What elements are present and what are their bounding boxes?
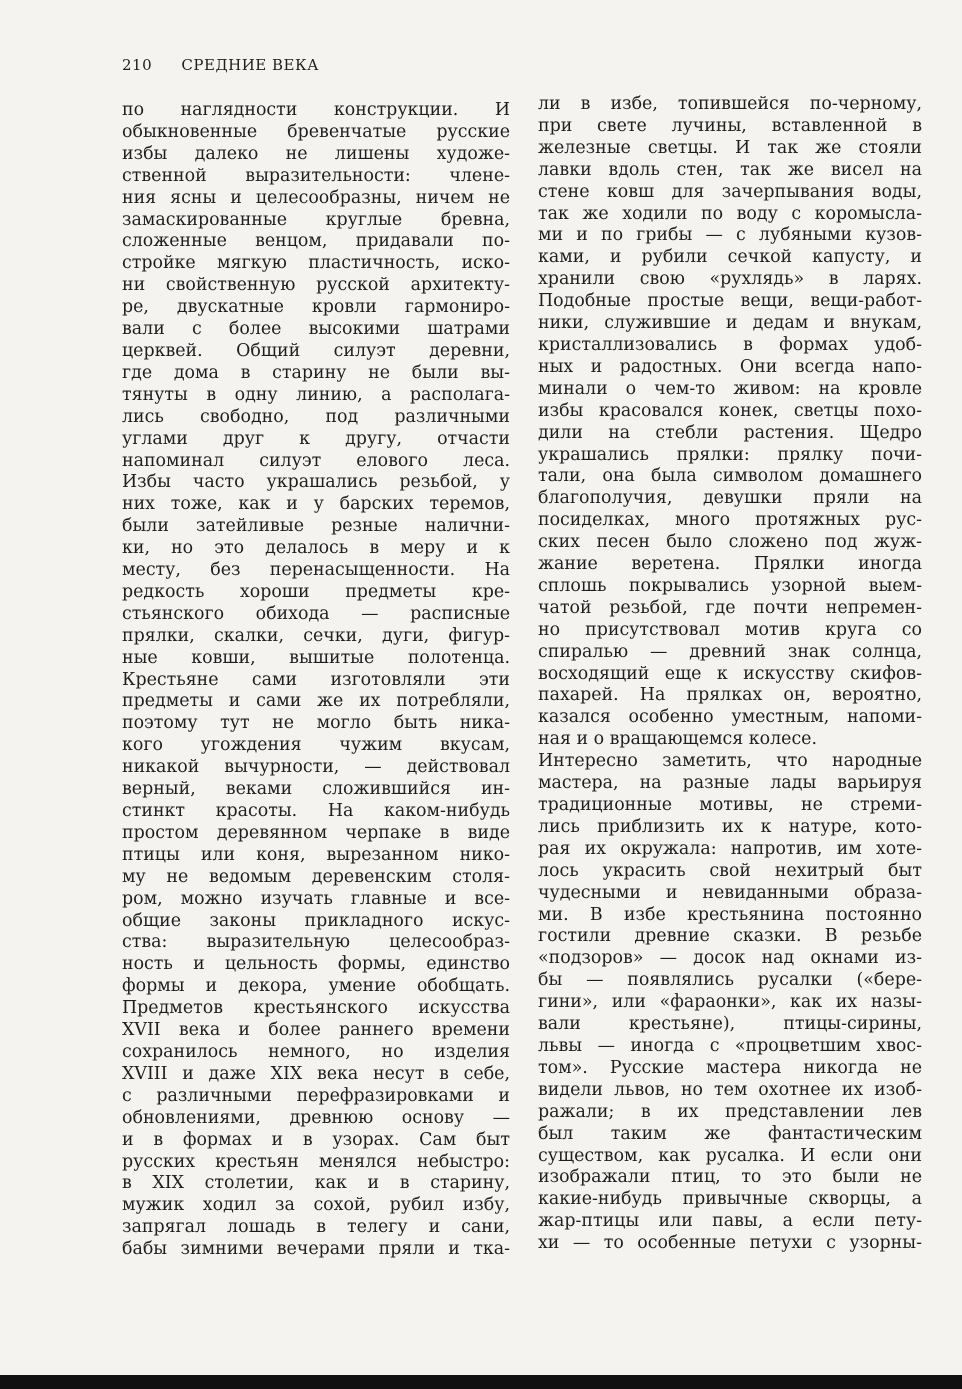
text-line: избы далеко не лишены художе- bbox=[122, 143, 510, 164]
text-line: кого угождения чужим вкусам, bbox=[122, 735, 510, 756]
text-line: ками, и рубили сечкой капусту, и bbox=[538, 247, 922, 268]
text-line: Предметов крестьянского искусства bbox=[122, 998, 510, 1019]
text-line: ских песен было сложено под жуж- bbox=[538, 532, 922, 553]
text-line: по наглядности конструкции. И bbox=[122, 100, 510, 120]
text-line: железные светцы. И так же стояли bbox=[538, 137, 922, 158]
text-line: минали о чем-то живом: на кровле bbox=[538, 378, 922, 399]
text-line: Подобные простые вещи, вещи-работ- bbox=[538, 291, 922, 312]
text-line: прялки, скалки, сечки, дуги, фигур- bbox=[122, 625, 510, 646]
text-line: «подзоров» — досок над окнами из- bbox=[538, 948, 922, 969]
text-line: редкость хороши предметы кре- bbox=[122, 581, 510, 602]
text-line: какие-нибудь привычные скворцы, а bbox=[538, 1189, 922, 1210]
text-line: мужик ходил за сохой, рубил избу, bbox=[122, 1195, 510, 1216]
text-line: ми и по грибы — с лубяными кузов- bbox=[538, 225, 922, 246]
page-number: 210 bbox=[122, 56, 153, 74]
text-line: и в формах и в узорах. Сам быт bbox=[122, 1129, 510, 1150]
text-line: но присутствовал мотив круга со bbox=[538, 619, 922, 640]
text-line: львы — иногда с «процветшим хвос- bbox=[538, 1035, 922, 1056]
text-line: вали крестьяне), птицы-сирины, bbox=[538, 1014, 922, 1035]
text-line: изображали птиц, то это были не bbox=[538, 1167, 922, 1188]
text-line: вали с более высокими шатрами bbox=[122, 319, 510, 340]
text-line: жание веретена. Прялки иногда bbox=[538, 554, 922, 575]
text-line: восходящий еще к искусству скифов- bbox=[538, 663, 922, 684]
text-line: ражали; в их представлении лев bbox=[538, 1101, 922, 1122]
text-line: сплошь покрывались узорной выем- bbox=[538, 575, 922, 596]
text-line: бабы зимними вечерами пряли и тка- bbox=[122, 1239, 510, 1260]
text-line: замаскированные круглые бревна, bbox=[122, 209, 510, 230]
text-line: месту, без перенасыщенности. На bbox=[122, 560, 510, 581]
running-header bbox=[122, 56, 319, 74]
text-line: ная и о вращающемся колесе. bbox=[538, 729, 818, 750]
text-line: запрягал лошадь в телегу и сани, bbox=[122, 1217, 510, 1238]
text-line: был таким же фантастическим bbox=[538, 1123, 922, 1144]
text-line: ром, можно изучать главные и все- bbox=[122, 888, 510, 909]
text-line: ства: выразительную целесообраз- bbox=[122, 932, 510, 953]
text-line: напоминал силуэт елового леса. bbox=[122, 450, 510, 471]
text-line: общие законы прикладного искус- bbox=[122, 910, 510, 931]
text-line: верный, веками сложившийся ин- bbox=[122, 779, 510, 800]
text-line: русских крестьян менялся небыстро: bbox=[122, 1151, 510, 1172]
text-line: ре, двускатные кровли гармониро- bbox=[122, 297, 510, 318]
right-text-column bbox=[538, 94, 922, 1255]
text-line: му не ведомым деревенским столя- bbox=[122, 866, 510, 887]
text-line: обыкновенные бревенчатые русские bbox=[122, 121, 510, 142]
text-line: посиделках, много протяжных рус- bbox=[538, 510, 922, 531]
text-line: церквей. Общий силуэт деревни, bbox=[122, 340, 510, 361]
text-line: гини», или «фараонки», как их назы- bbox=[538, 992, 922, 1013]
text-line: традиционные мотивы, не стреми- bbox=[538, 795, 922, 815]
text-line: в XIX столетии, как и в старину, bbox=[122, 1173, 510, 1194]
text-line: лись свободно, под различными bbox=[122, 406, 510, 427]
text-line: птицы или коня, вырезанном нико- bbox=[122, 844, 510, 865]
text-line: хи — то особенные петухи с узорны- bbox=[538, 1233, 922, 1254]
text-line: стьянского обихода — расписные bbox=[122, 603, 510, 624]
text-line: ки, но это делалось в меру и к bbox=[122, 538, 510, 559]
text-line: с различными перефразировками и bbox=[122, 1085, 510, 1106]
text-line: стройке мягкую пластичность, иско- bbox=[122, 253, 510, 274]
text-line: лось украсить свой нехитрый быт bbox=[538, 860, 922, 881]
text-line: чатой резьбой, где почти непремен- bbox=[538, 597, 922, 618]
text-line: благополучия, девушки пряли на bbox=[538, 488, 922, 509]
text-line: чудесными и невиданными образа- bbox=[538, 882, 922, 903]
text-line: Избы часто украшались резьбой, у bbox=[122, 472, 510, 493]
text-line: избы красовался конек, светцы похо- bbox=[538, 400, 922, 421]
text-line: простом деревянном черпаке в виде bbox=[122, 822, 510, 843]
text-line: спиралью — древний знак солнца, bbox=[538, 641, 922, 662]
text-line: XVII века и более раннего времени bbox=[122, 1020, 510, 1041]
text-line: кристаллизовались в формах удоб- bbox=[538, 334, 922, 355]
text-line: формы и декора, умение обобщать. bbox=[122, 976, 510, 997]
text-line: ных и радостных. Они всегда напо- bbox=[538, 356, 922, 377]
text-line: том». Русские мастера никогда не bbox=[538, 1057, 922, 1078]
text-line: углами друг к другу, отчасти bbox=[122, 428, 510, 449]
text-line: ники, служившие и дедам и внукам, bbox=[538, 313, 922, 334]
text-line: сохранилось немного, но изделия bbox=[122, 1041, 510, 1062]
text-line: так же ходили по воду с коромысла- bbox=[538, 203, 922, 224]
text-line: хранили свою «рухлядь» в ларях. bbox=[538, 269, 922, 290]
text-line: ми. В избе крестьянина постоянно bbox=[538, 904, 922, 925]
text-line: Интересно заметить, что народные bbox=[538, 751, 922, 772]
text-line: где дома в старину не были вы- bbox=[122, 362, 510, 383]
text-line: тянуты в одну линию, а располага- bbox=[122, 384, 510, 405]
text-line: лавки вдоль стен, так же висел на bbox=[538, 159, 922, 180]
text-line: ные ковши, вышитые полотенца. bbox=[122, 647, 510, 668]
text-line: мастера, на разные лады варьируя bbox=[538, 773, 922, 794]
text-line: гостили древние сказки. В резьбе bbox=[538, 926, 922, 947]
text-line: при свете лучины, вставленной в bbox=[538, 115, 922, 136]
text-line: лись приблизить их к натуре, кото- bbox=[538, 816, 922, 837]
text-line: никакой вычурности, — действовал bbox=[122, 757, 510, 778]
text-line: видели львов, но тем охотнее их изоб- bbox=[538, 1079, 922, 1100]
text-line: были затейливые резные налични- bbox=[122, 516, 510, 537]
text-line: Крестьяне сами изготовляли эти bbox=[122, 669, 510, 690]
text-line: обновлениями, древнюю основу — bbox=[122, 1107, 510, 1128]
text-line: бы — появлялись русалки («бере- bbox=[538, 970, 922, 991]
left-text-column bbox=[122, 100, 510, 1261]
text-line: XVIII и даже XIX века несут в себе, bbox=[122, 1063, 510, 1084]
section-title: СРЕДНИЕ ВЕКА bbox=[181, 56, 319, 74]
text-line: рая их окружала: напротив, им хоте- bbox=[538, 838, 922, 859]
text-line: ния ясны и целесообразны, ничем не bbox=[122, 187, 510, 208]
scan-bottom-edge bbox=[0, 1375, 962, 1389]
text-line: ственной выразительности: члене- bbox=[122, 165, 510, 186]
text-line: существом, как русалка. И если они bbox=[538, 1145, 922, 1166]
text-line: них тоже, как и у барских теремов, bbox=[122, 494, 510, 515]
text-line: сложенные венцом, придавали по- bbox=[122, 231, 510, 252]
text-line: украшались прялки: прялку почи- bbox=[538, 444, 922, 465]
text-line: предметы и сами же их потребляли, bbox=[122, 691, 510, 712]
text-line: поэтому тут не могло быть ника- bbox=[122, 713, 510, 734]
text-line: жар-птицы или павы, а если пету- bbox=[538, 1211, 922, 1232]
text-line: тали, она была символом домашнего bbox=[538, 466, 922, 487]
text-line: пахарей. На прялках он, вероятно, bbox=[538, 685, 922, 706]
text-line: казался особенно уместным, напоми- bbox=[538, 707, 922, 728]
text-line: стинкт красоты. На каком-нибудь bbox=[122, 801, 510, 821]
text-line: ли в избе, топившейся по-черному, bbox=[538, 94, 922, 114]
text-line: ность и цельность формы, единство bbox=[122, 954, 510, 975]
text-line: дили на стебли растения. Щедро bbox=[538, 422, 922, 443]
text-line: ни свойственную русской архитекту- bbox=[122, 275, 510, 296]
text-line: стене ковш для зачерпывания воды, bbox=[538, 181, 922, 202]
